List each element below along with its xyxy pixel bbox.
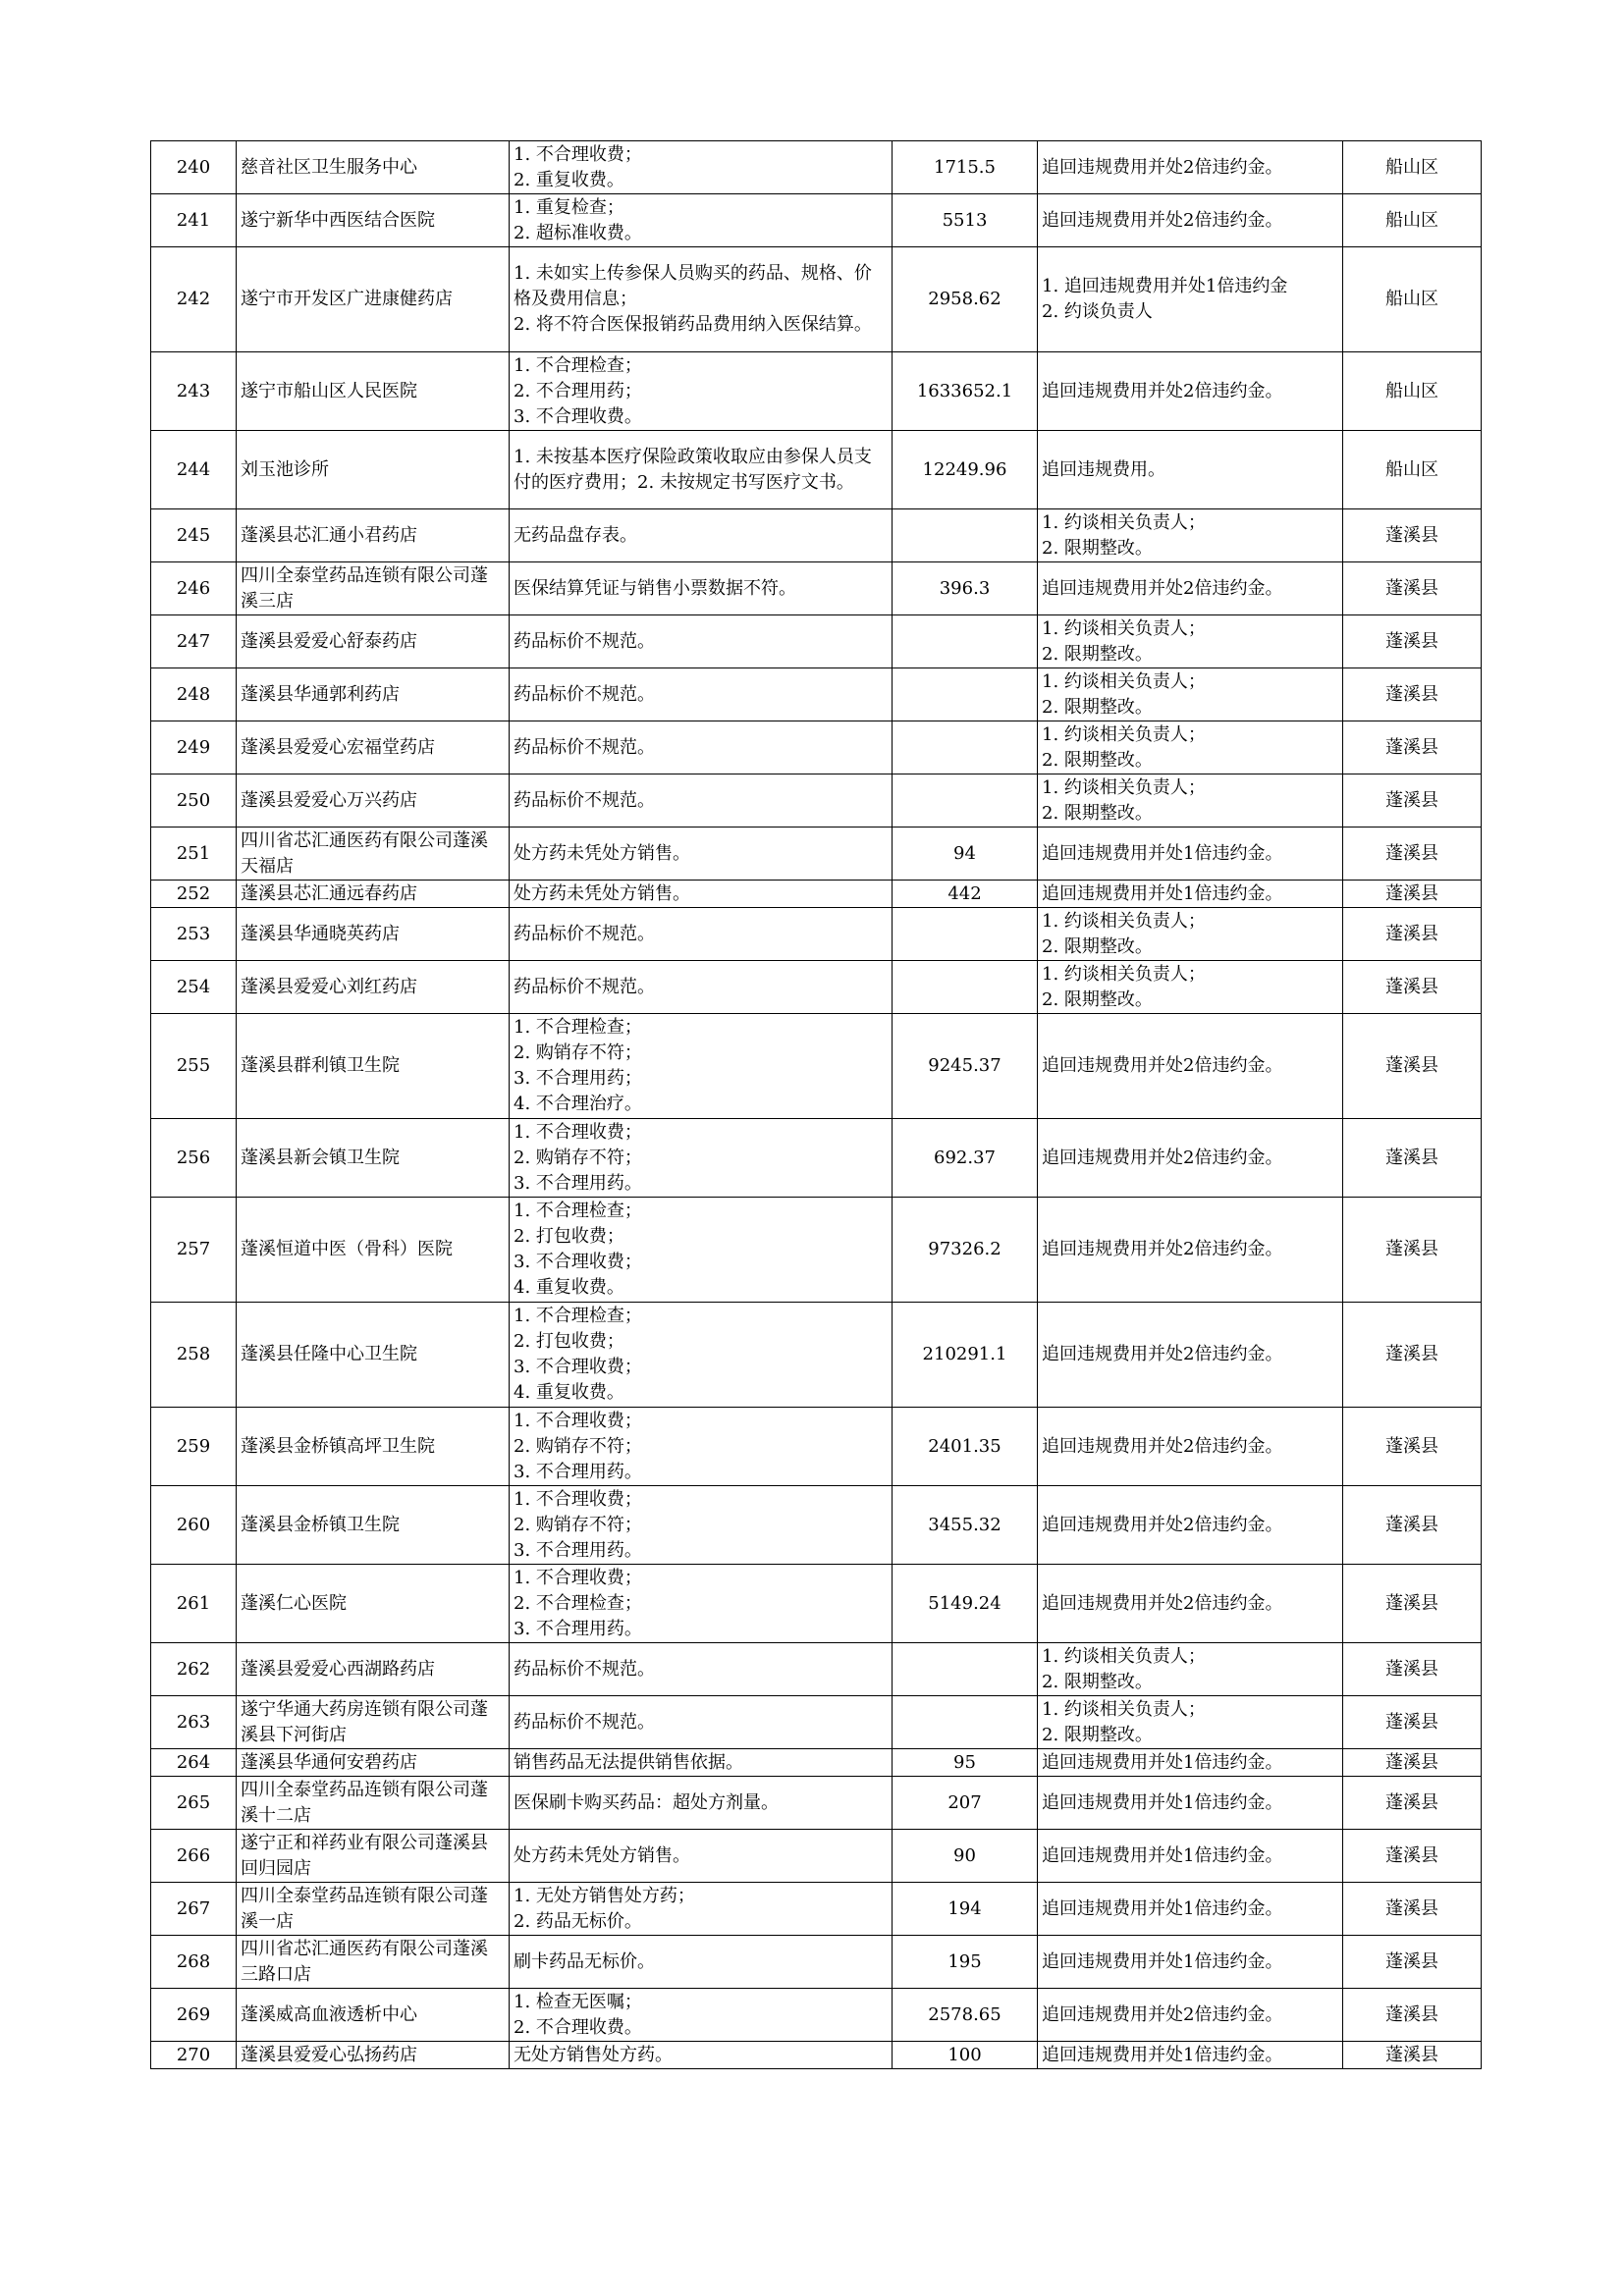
violation-issue: 销售药品无法提供销售依据。 <box>510 1749 893 1777</box>
institution-name: 慈音社区卫生服务中心 <box>237 141 510 194</box>
row-number: 259 <box>151 1408 237 1486</box>
violation-issue: 药品标价不规范。 <box>510 668 893 721</box>
row-number: 248 <box>151 668 237 721</box>
table-row <box>151 668 1482 721</box>
region: 蓬溪县 <box>1343 509 1482 562</box>
row-number: 247 <box>151 615 237 668</box>
penalty-action: 追回违规费用并处1倍违约金。 <box>1038 1936 1343 1989</box>
table-row <box>151 1486 1482 1565</box>
institution-name: 蓬溪县华通晓英药店 <box>237 908 510 961</box>
institution-name: 遂宁市船山区人民医院 <box>237 352 510 431</box>
penalty-action: 追回违规费用。 <box>1038 431 1343 509</box>
row-number: 262 <box>151 1643 237 1696</box>
region: 蓬溪县 <box>1343 1830 1482 1883</box>
violation-amount: 210291.1 <box>893 1303 1038 1408</box>
penalty-action: 1. 约谈相关负责人； 2. 限期整改。 <box>1038 961 1343 1014</box>
institution-name: 蓬溪县群利镇卫生院 <box>237 1014 510 1119</box>
penalty-action: 追回违规费用并处1倍违约金。 <box>1038 1883 1343 1936</box>
row-number: 252 <box>151 881 237 908</box>
row-number: 267 <box>151 1883 237 1936</box>
table-row <box>151 1749 1482 1777</box>
region: 蓬溪县 <box>1343 1749 1482 1777</box>
institution-name: 蓬溪县华通何安碧药店 <box>237 1749 510 1777</box>
table-row <box>151 721 1482 774</box>
table-row <box>151 352 1482 431</box>
penalty-action: 追回违规费用并处2倍违约金。 <box>1038 1565 1343 1643</box>
institution-name: 蓬溪县爱爱心舒泰药店 <box>237 615 510 668</box>
violation-amount: 5513 <box>893 194 1038 247</box>
violation-amount <box>893 1696 1038 1749</box>
row-number: 268 <box>151 1936 237 1989</box>
table-row <box>151 431 1482 509</box>
institution-name: 蓬溪县华通郭利药店 <box>237 668 510 721</box>
table-row <box>151 194 1482 247</box>
region: 船山区 <box>1343 194 1482 247</box>
violation-amount: 12249.96 <box>893 431 1038 509</box>
institution-name: 蓬溪县金桥镇高坪卫生院 <box>237 1408 510 1486</box>
violation-amount: 194 <box>893 1883 1038 1936</box>
violation-amount: 396.3 <box>893 562 1038 615</box>
violation-issue: 1. 不合理收费； 2. 重复收费。 <box>510 141 893 194</box>
violation-issue: 药品标价不规范。 <box>510 908 893 961</box>
penalty-action: 1. 约谈相关负责人； 2. 限期整改。 <box>1038 509 1343 562</box>
violation-issue: 1. 重复检查； 2. 超标准收费。 <box>510 194 893 247</box>
table-row <box>151 1989 1482 2042</box>
row-number: 266 <box>151 1830 237 1883</box>
penalty-action: 追回违规费用并处2倍违约金。 <box>1038 562 1343 615</box>
row-number: 253 <box>151 908 237 961</box>
penalty-action: 追回违规费用并处1倍违约金。 <box>1038 828 1343 881</box>
penalty-action: 1. 约谈相关负责人； 2. 限期整改。 <box>1038 1643 1343 1696</box>
institution-name: 遂宁华通大药房连锁有限公司蓬溪县下河街店 <box>237 1696 510 1749</box>
violation-amount: 97326.2 <box>893 1198 1038 1303</box>
violation-issue: 药品标价不规范。 <box>510 1643 893 1696</box>
region: 蓬溪县 <box>1343 774 1482 828</box>
row-number: 255 <box>151 1014 237 1119</box>
violation-amount: 207 <box>893 1777 1038 1830</box>
institution-name: 蓬溪仁心医院 <box>237 1565 510 1643</box>
violation-issue: 1. 不合理收费； 2. 购销存不符； 3. 不合理用药。 <box>510 1408 893 1486</box>
penalty-action: 追回违规费用并处1倍违约金。 <box>1038 881 1343 908</box>
table-row <box>151 881 1482 908</box>
penalty-action: 追回违规费用并处2倍违约金。 <box>1038 141 1343 194</box>
penalty-action: 1. 约谈相关负责人； 2. 限期整改。 <box>1038 1696 1343 1749</box>
penalty-action: 追回违规费用并处1倍违约金。 <box>1038 1777 1343 1830</box>
violation-amount: 195 <box>893 1936 1038 1989</box>
institution-name: 蓬溪县爱爱心万兴药店 <box>237 774 510 828</box>
violation-issue: 处方药未凭处方销售。 <box>510 1830 893 1883</box>
penalty-action: 追回违规费用并处1倍违约金。 <box>1038 2042 1343 2069</box>
institution-name: 蓬溪恒道中医（骨科）医院 <box>237 1198 510 1303</box>
violation-issue: 刷卡药品无标价。 <box>510 1936 893 1989</box>
violation-issue: 1. 不合理收费； 2. 购销存不符； 3. 不合理用药。 <box>510 1119 893 1198</box>
penalty-action: 追回违规费用并处1倍违约金。 <box>1038 1830 1343 1883</box>
violation-amount <box>893 774 1038 828</box>
violation-issue: 药品标价不规范。 <box>510 774 893 828</box>
violation-amount <box>893 668 1038 721</box>
region: 蓬溪县 <box>1343 668 1482 721</box>
region: 船山区 <box>1343 352 1482 431</box>
violation-issue: 1. 无处方销售处方药； 2. 药品无标价。 <box>510 1883 893 1936</box>
violation-issue: 处方药未凭处方销售。 <box>510 828 893 881</box>
violation-amount: 95 <box>893 1749 1038 1777</box>
region: 船山区 <box>1343 141 1482 194</box>
institution-name: 四川省芯汇通医药有限公司蓬溪天福店 <box>237 828 510 881</box>
violation-issue: 1. 不合理收费； 2. 不合理检查； 3. 不合理用药。 <box>510 1565 893 1643</box>
institution-name: 蓬溪县芯汇通远春药店 <box>237 881 510 908</box>
table-row <box>151 615 1482 668</box>
violation-issue: 无处方销售处方药。 <box>510 2042 893 2069</box>
penalty-action: 1. 追回违规费用并处1倍违约金 2. 约谈负责人 <box>1038 247 1343 352</box>
table-row <box>151 1198 1482 1303</box>
violation-amount <box>893 961 1038 1014</box>
row-number: 265 <box>151 1777 237 1830</box>
institution-name: 遂宁新华中西医结合医院 <box>237 194 510 247</box>
region: 蓬溪县 <box>1343 1486 1482 1565</box>
table-row <box>151 562 1482 615</box>
region: 蓬溪县 <box>1343 1883 1482 1936</box>
row-number: 258 <box>151 1303 237 1408</box>
region: 蓬溪县 <box>1343 721 1482 774</box>
row-number: 260 <box>151 1486 237 1565</box>
institution-name: 刘玉池诊所 <box>237 431 510 509</box>
institution-name: 蓬溪县新会镇卫生院 <box>237 1119 510 1198</box>
table-row <box>151 908 1482 961</box>
row-number: 250 <box>151 774 237 828</box>
penalty-action: 1. 约谈相关负责人； 2. 限期整改。 <box>1038 721 1343 774</box>
region: 蓬溪县 <box>1343 961 1482 1014</box>
row-number: 251 <box>151 828 237 881</box>
table-row <box>151 1119 1482 1198</box>
penalty-action: 追回违规费用并处2倍违约金。 <box>1038 194 1343 247</box>
institution-name: 蓬溪县爱爱心刘红药店 <box>237 961 510 1014</box>
violation-amount <box>893 509 1038 562</box>
table-row <box>151 1777 1482 1830</box>
institution-name: 蓬溪县爱爱心宏福堂药店 <box>237 721 510 774</box>
table-row <box>151 1643 1482 1696</box>
row-number: 263 <box>151 1696 237 1749</box>
region: 蓬溪县 <box>1343 1565 1482 1643</box>
violation-issue: 无药品盘存表。 <box>510 509 893 562</box>
row-number: 243 <box>151 352 237 431</box>
table-row <box>151 1830 1482 1883</box>
violation-issue: 1. 不合理收费； 2. 购销存不符； 3. 不合理用药。 <box>510 1486 893 1565</box>
violation-amount: 5149.24 <box>893 1565 1038 1643</box>
penalty-action: 追回违规费用并处1倍违约金。 <box>1038 1749 1343 1777</box>
violation-amount <box>893 1643 1038 1696</box>
violation-issue: 药品标价不规范。 <box>510 721 893 774</box>
violation-issue: 1. 不合理检查； 2. 购销存不符； 3. 不合理用药； 4. 不合理治疗。 <box>510 1014 893 1119</box>
violation-amount: 1633652.1 <box>893 352 1038 431</box>
table-row <box>151 141 1482 194</box>
violation-issue: 1. 不合理检查； 2. 打包收费； 3. 不合理收费； 4. 重复收费。 <box>510 1198 893 1303</box>
row-number: 270 <box>151 2042 237 2069</box>
violation-amount <box>893 615 1038 668</box>
violation-amount: 1715.5 <box>893 141 1038 194</box>
violation-amount: 2958.62 <box>893 247 1038 352</box>
violation-issue: 处方药未凭处方销售。 <box>510 881 893 908</box>
region: 蓬溪县 <box>1343 828 1482 881</box>
institution-name: 蓬溪县爱爱心弘扬药店 <box>237 2042 510 2069</box>
institution-name: 遂宁正和祥药业有限公司蓬溪县回归园店 <box>237 1830 510 1883</box>
violation-issue: 药品标价不规范。 <box>510 615 893 668</box>
violation-amount: 2401.35 <box>893 1408 1038 1486</box>
region: 蓬溪县 <box>1343 881 1482 908</box>
region: 蓬溪县 <box>1343 2042 1482 2069</box>
violation-amount <box>893 721 1038 774</box>
institution-name: 四川全泰堂药品连锁有限公司蓬溪一店 <box>237 1883 510 1936</box>
violation-issue: 1. 不合理检查； 2. 打包收费； 3. 不合理收费； 4. 重复收费。 <box>510 1303 893 1408</box>
institution-name: 蓬溪威高血液透析中心 <box>237 1989 510 2042</box>
table-row <box>151 961 1482 1014</box>
row-number: 242 <box>151 247 237 352</box>
penalty-action: 追回违规费用并处2倍违约金。 <box>1038 1989 1343 2042</box>
institution-name: 蓬溪县金桥镇卫生院 <box>237 1486 510 1565</box>
row-number: 240 <box>151 141 237 194</box>
violation-issue: 医保刷卡购买药品：超处方剂量。 <box>510 1777 893 1830</box>
penalty-action: 追回违规费用并处2倍违约金。 <box>1038 1119 1343 1198</box>
violation-issue: 1. 检查无医嘱； 2. 不合理收费。 <box>510 1989 893 2042</box>
region: 蓬溪县 <box>1343 1777 1482 1830</box>
penalty-action: 1. 约谈相关负责人； 2. 限期整改。 <box>1038 774 1343 828</box>
table-row <box>151 1565 1482 1643</box>
penalty-action: 1. 约谈相关负责人； 2. 限期整改。 <box>1038 615 1343 668</box>
table-row <box>151 509 1482 562</box>
penalty-action: 追回违规费用并处2倍违约金。 <box>1038 1486 1343 1565</box>
row-number: 246 <box>151 562 237 615</box>
violation-amount: 3455.32 <box>893 1486 1038 1565</box>
violation-amount <box>893 908 1038 961</box>
institution-name: 蓬溪县任隆中心卫生院 <box>237 1303 510 1408</box>
violations-table <box>150 140 1482 2069</box>
table-row <box>151 1303 1482 1408</box>
violation-amount: 692.37 <box>893 1119 1038 1198</box>
region: 蓬溪县 <box>1343 1989 1482 2042</box>
violation-amount: 90 <box>893 1830 1038 1883</box>
penalty-action: 追回违规费用并处2倍违约金。 <box>1038 1303 1343 1408</box>
table-row <box>151 2042 1482 2069</box>
penalty-action: 追回违规费用并处2倍违约金。 <box>1038 352 1343 431</box>
violation-issue: 1. 未如实上传参保人员购买的药品、规格、价格及费用信息； 2. 将不符合医保报销药品费用纳入医保结算。 <box>510 247 893 352</box>
table-row <box>151 1696 1482 1749</box>
institution-name: 四川省芯汇通医药有限公司蓬溪三路口店 <box>237 1936 510 1989</box>
region: 蓬溪县 <box>1343 1408 1482 1486</box>
row-number: 254 <box>151 961 237 1014</box>
table-row <box>151 774 1482 828</box>
penalty-action: 追回违规费用并处2倍违约金。 <box>1038 1408 1343 1486</box>
region: 蓬溪县 <box>1343 1303 1482 1408</box>
table-row <box>151 1936 1482 1989</box>
violation-issue: 1. 未按基本医疗保险政策收取应由参保人员支付的医疗费用；2. 未按规定书写医疗文书。 <box>510 431 893 509</box>
row-number: 241 <box>151 194 237 247</box>
row-number: 261 <box>151 1565 237 1643</box>
table-body <box>151 141 1482 2069</box>
penalty-action: 1. 约谈相关负责人； 2. 限期整改。 <box>1038 908 1343 961</box>
violation-amount: 100 <box>893 2042 1038 2069</box>
violation-issue: 药品标价不规范。 <box>510 1696 893 1749</box>
row-number: 249 <box>151 721 237 774</box>
region: 蓬溪县 <box>1343 908 1482 961</box>
row-number: 244 <box>151 431 237 509</box>
table-row <box>151 1014 1482 1119</box>
table-row <box>151 828 1482 881</box>
table-row <box>151 1408 1482 1486</box>
penalty-action: 追回违规费用并处2倍违约金。 <box>1038 1198 1343 1303</box>
region: 蓬溪县 <box>1343 562 1482 615</box>
row-number: 256 <box>151 1119 237 1198</box>
violation-issue: 医保结算凭证与销售小票数据不符。 <box>510 562 893 615</box>
violation-amount: 9245.37 <box>893 1014 1038 1119</box>
violation-issue: 药品标价不规范。 <box>510 961 893 1014</box>
violation-amount: 94 <box>893 828 1038 881</box>
penalty-action: 1. 约谈相关负责人； 2. 限期整改。 <box>1038 668 1343 721</box>
region: 蓬溪县 <box>1343 1936 1482 1989</box>
row-number: 245 <box>151 509 237 562</box>
row-number: 257 <box>151 1198 237 1303</box>
violation-amount: 442 <box>893 881 1038 908</box>
institution-name: 遂宁市开发区广进康健药店 <box>237 247 510 352</box>
region: 蓬溪县 <box>1343 1119 1482 1198</box>
region: 蓬溪县 <box>1343 1014 1482 1119</box>
institution-name: 蓬溪县芯汇通小君药店 <box>237 509 510 562</box>
row-number: 264 <box>151 1749 237 1777</box>
region: 蓬溪县 <box>1343 1198 1482 1303</box>
region: 船山区 <box>1343 431 1482 509</box>
violation-amount: 2578.65 <box>893 1989 1038 2042</box>
violation-issue: 1. 不合理检查； 2. 不合理用药； 3. 不合理收费。 <box>510 352 893 431</box>
row-number: 269 <box>151 1989 237 2042</box>
region: 蓬溪县 <box>1343 1696 1482 1749</box>
region: 蓬溪县 <box>1343 1643 1482 1696</box>
table-row <box>151 1883 1482 1936</box>
penalty-action: 追回违规费用并处2倍违约金。 <box>1038 1014 1343 1119</box>
table-row <box>151 247 1482 352</box>
institution-name: 四川全泰堂药品连锁有限公司蓬溪三店 <box>237 562 510 615</box>
institution-name: 蓬溪县爱爱心西湖路药店 <box>237 1643 510 1696</box>
institution-name: 四川全泰堂药品连锁有限公司蓬溪十二店 <box>237 1777 510 1830</box>
region: 蓬溪县 <box>1343 615 1482 668</box>
region: 船山区 <box>1343 247 1482 352</box>
